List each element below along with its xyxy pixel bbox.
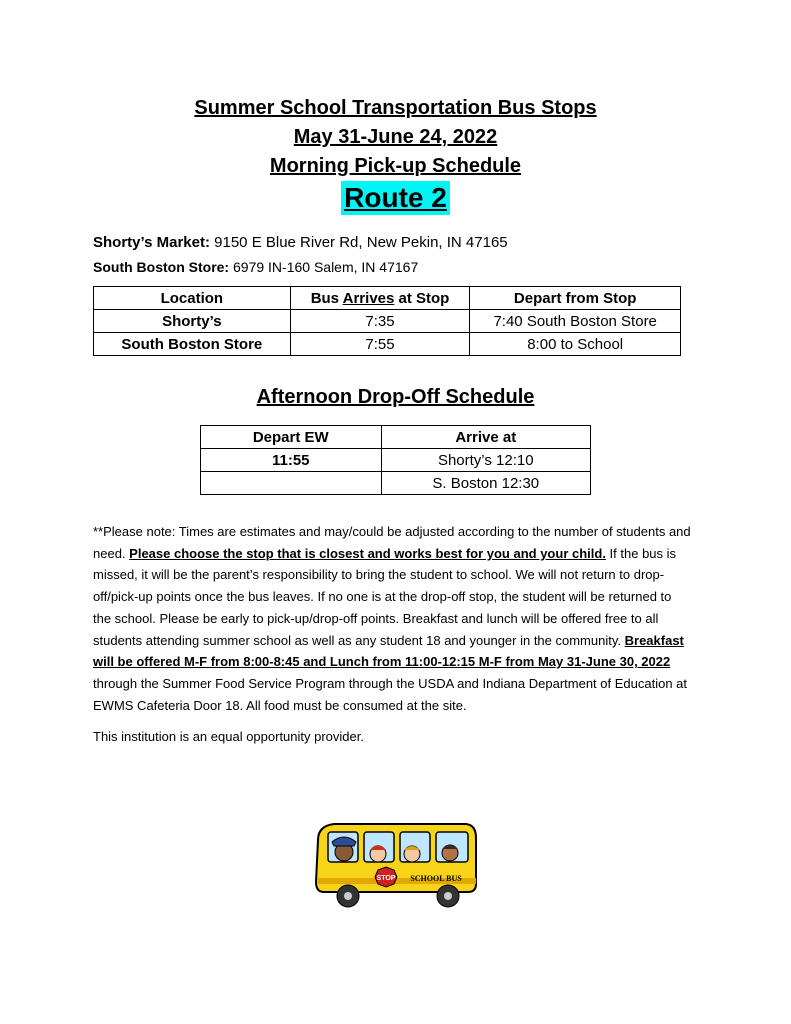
table-row — [201, 472, 591, 495]
table-row — [94, 333, 681, 356]
col-depart: Depart from Stop — [470, 287, 681, 310]
cell-depart: 8:00 to School — [470, 333, 681, 356]
col-depart-ew: Depart EW — [201, 426, 382, 449]
table-row — [201, 449, 591, 472]
col-location: Location — [94, 287, 291, 310]
afternoon-title: Afternoon Drop-Off Schedule — [256, 386, 535, 408]
note-paragraph: **Please note: Times are estimates and may/could be adjusted according to the number of students and need. Please choose the stop that is closest and works best for you and your child. If the bus is missed, it will be the parent’s responsibility to bring the student to school. We will not return to drop-off/pick-up points once the bus leaves. If no one is at the drop-off stop, the student will be returned to the school. Please be early to pick-up/drop-off points. Breakfast and lunch will be offered free to all students attending summer school as well as any student 18 and younger in the community. Breakfast will be offered M-F from 8:00-8:45 and Lunch from 11:00-12:15 M-F from May 31-June 30, 2022 through the Summer Food Service Program through the USDA and Indiana Department of Education at EWMS Cafeteria Door 18. All food must be consumed at the site. — [93, 524, 691, 713]
stop-name: South Boston Store: — [93, 259, 230, 275]
bus-side-text: SCHOOL BUS — [410, 874, 462, 883]
table-row — [94, 310, 681, 333]
cell-location: South Boston Store — [94, 333, 291, 356]
stop-choice-emphasis: Please choose the stop that is closest and works best for you and your child. — [129, 545, 606, 561]
cell-arrive: Shorty’s 12:10 — [381, 449, 590, 472]
stop-sign-text: STOP — [376, 875, 396, 882]
col-arrive-at: Arrive at — [381, 426, 590, 449]
cell-location: Shorty’s — [94, 310, 291, 333]
schedule-title: Morning Pick-up Schedule — [269, 155, 522, 177]
cell-depart: 7:40 South Boston Store — [470, 310, 681, 333]
table-header-row — [201, 426, 591, 449]
doc-title: Summer School Transportation Bus Stops — [194, 97, 597, 119]
meal-schedule-emphasis: Breakfast will be offered M-F from 8:00-8:45 and Lunch from 11:00-12:15 M-F from May 31-June 30, 2022 — [93, 632, 684, 670]
stop-address: 9150 E Blue River Rd, New Pekin, IN 47165 — [214, 234, 508, 251]
cell-depart — [201, 472, 382, 495]
stop-name: Shorty’s Market: — [93, 234, 210, 251]
cell-arrive: S. Boston 12:30 — [381, 472, 590, 495]
afternoon-table — [200, 425, 591, 495]
title-block — [0, 94, 791, 215]
stop-item — [93, 255, 508, 279]
cell-depart: 11:55 — [201, 449, 382, 472]
stop-item — [93, 231, 508, 255]
morning-table — [93, 286, 681, 356]
table-header-row — [94, 287, 681, 310]
date-range: May 31-June 24, 2022 — [293, 126, 498, 148]
school-bus-illustration — [308, 818, 480, 914]
cell-arrives: 7:55 — [290, 333, 470, 356]
equal-opportunity-statement: This institution is an equal opportunity provider. — [93, 729, 364, 745]
stop-address: 6979 IN-160 Salem, IN 47167 — [233, 259, 419, 275]
route-label: Route 2 — [341, 181, 450, 215]
col-arrives: Bus Arrives at Stop — [290, 287, 470, 310]
cell-arrives: 7:35 — [290, 310, 470, 333]
stop-list — [93, 231, 508, 279]
notes-section — [93, 521, 693, 758]
